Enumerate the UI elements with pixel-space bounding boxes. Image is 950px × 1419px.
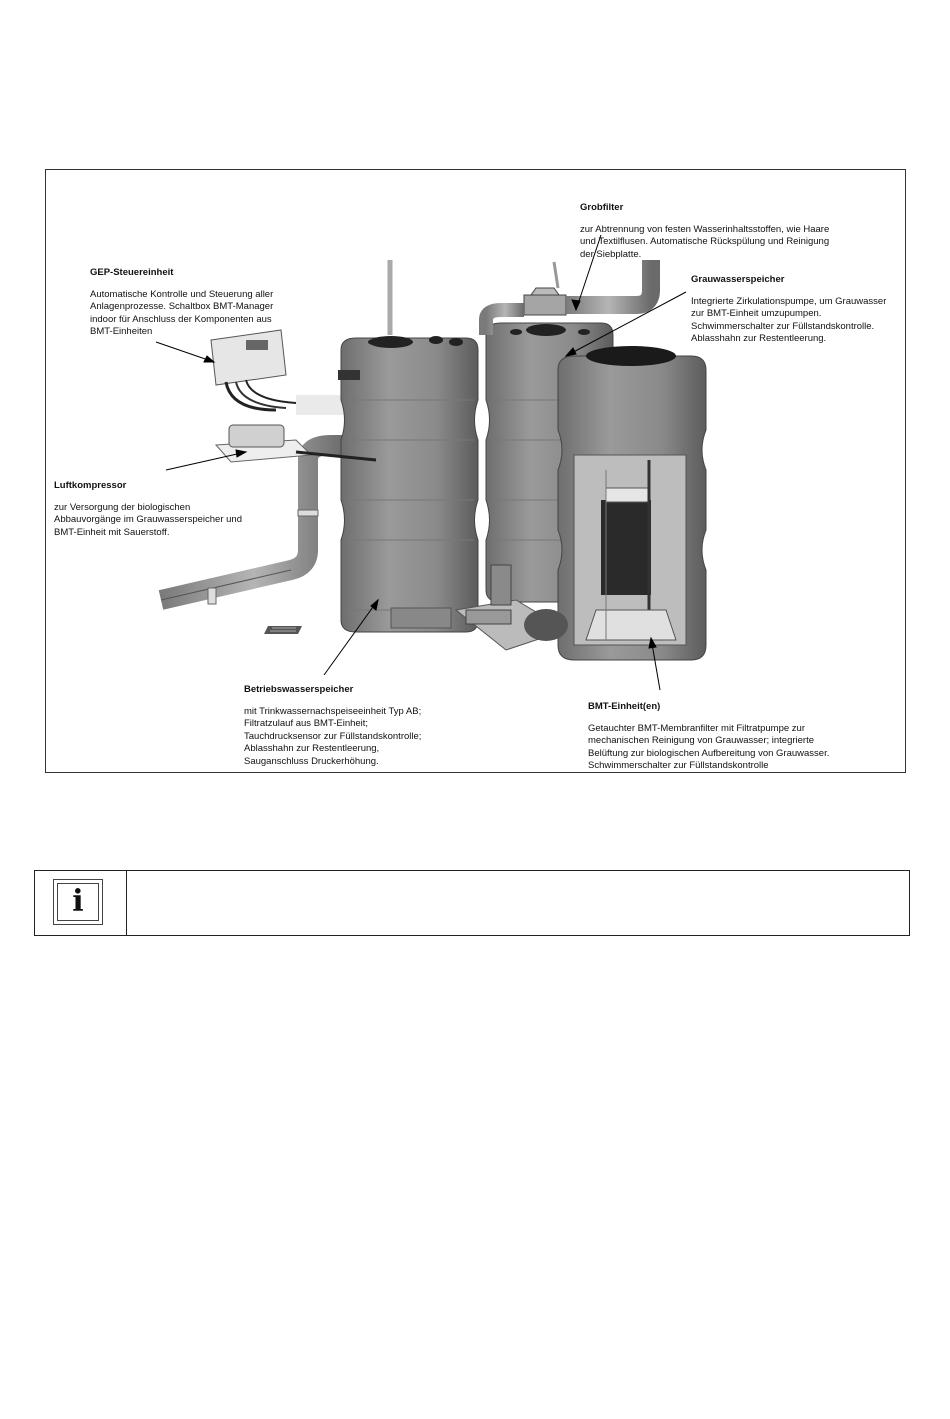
callout-grobfilter-body: zur Abtrennung von festen Wasserinhaltsstoffen, wie Haare und Textilflusen. Automatische Rückspülung und Reinigung der Siebplatte.: [580, 223, 830, 260]
callout-betriebswasser-title: Betriebswasserspeicher: [244, 684, 354, 695]
callout-grauwasser: [691, 274, 906, 346]
info-icon-glyph: i: [57, 883, 99, 921]
info-icon: [53, 879, 103, 925]
gep-controller: [211, 330, 296, 410]
callout-gep-title: GEP-Steuereinheit: [90, 267, 174, 278]
note-icon-cell: [35, 871, 127, 935]
figure-frame: [45, 169, 906, 773]
callout-luftkompressor-body: zur Versorgung der biologischen Abbauvorgänge im Grauwasserspeicher und BMT-Einheit mit Sauerstoff.: [54, 501, 242, 538]
callout-gep: [90, 267, 330, 339]
callout-betriebswasser: [244, 684, 484, 768]
callout-grauwasser-title: Grauwasserspeicher: [691, 274, 785, 285]
callout-grobfilter: [580, 202, 880, 261]
callout-gep-body: Automatische Kontrolle und Steuerung aller Anlagenprozesse. Schaltbox BMT-Manager indoor für Anschluss der Komponenten aus BMT-Einheiten: [90, 288, 274, 337]
callout-bmt-body: Getauchter BMT-Membranfilter mit Filtratpumpe zur mechanischen Reinigung von Grauwasser; integrierte Belüftung zur biologischen Aufbereitung von Grauwasser. Schwimmerschalter zur Füllstandskontrolle: [588, 722, 830, 771]
callout-grauwasser-body: Integrierte Zirkulationspumpe, um Grauwasser zur BMT-Einheit umzupumpen. Schwimmerschalter zur Füllstandskontrolle. Ablasshahn zur Restentleerung.: [691, 295, 887, 344]
betriebswasser-tank: [338, 260, 478, 632]
callout-luftkompressor-title: Luftkompressor: [54, 480, 127, 491]
callout-bmt: [588, 701, 888, 773]
floor-grate: [264, 626, 302, 634]
callout-luftkompressor: [54, 480, 284, 539]
bmt-tank: [558, 346, 706, 660]
callout-grobfilter-title: Grobfilter: [580, 202, 624, 213]
info-note: [34, 870, 910, 936]
callout-betriebswasser-body: mit Trinkwassernachspeiseeinheit Typ AB; Filtratzulauf aus BMT-Einheit; Tauchdrucksensor zur Füllstandskontrolle; Ablasshahn zur Restentleerung, Sauganschluss Druckerhöhung.: [244, 705, 422, 767]
callout-bmt-title: BMT-Einheit(en): [588, 701, 661, 712]
